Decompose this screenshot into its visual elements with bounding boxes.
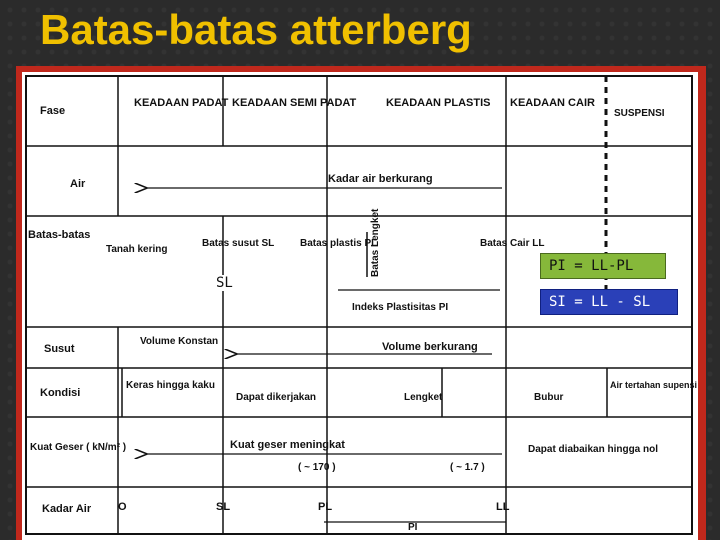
fase-label: Fase <box>40 105 66 117</box>
state-suspensi: SUSPENSI <box>614 108 665 119</box>
kondisi-suspensi: Air tertahan supensi <box>610 380 698 390</box>
air-label: Air <box>70 178 86 190</box>
kuat-geser-note: Dapat diabaikan hingga nol <box>528 444 659 455</box>
mark-pl: PL <box>318 501 333 513</box>
kondisi-label: Kondisi <box>40 387 81 399</box>
sl-overlay-label: SL <box>216 275 233 291</box>
volume-konstan: Volume Konstan <box>140 336 219 347</box>
air-arrow-text: Kadar air berkurang <box>328 173 433 185</box>
state-plastis: KEADAAN PLASTIS <box>386 97 491 109</box>
kondisi-lengket: Lengket <box>404 392 443 403</box>
indeks-plastisitas: Indeks Plastisitas PI <box>352 302 449 313</box>
batas-tanah-kering: Tanah kering <box>106 244 168 255</box>
batas-susut: Batas susut SL <box>202 238 275 249</box>
susut-label: Susut <box>44 343 75 355</box>
kuat-geser-label: Kuat Geser ( kN/m² ) <box>30 442 127 453</box>
pi-range-label: PI <box>408 522 418 533</box>
batas-label: Batas-batas <box>28 229 91 241</box>
kondisi-keras: Keras hingga kaku <box>126 380 215 391</box>
mark-sl: SL <box>216 501 231 513</box>
kuat-geser-arrow-text: Kuat geser meningkat <box>230 439 345 451</box>
state-semi-padat: KEADAAN SEMI PADAT <box>232 97 357 109</box>
batas-cair: Batas Cair LL <box>480 238 545 249</box>
pi-formula-box: PI = LL-PL <box>540 253 666 279</box>
slide-title: Batas-batas atterberg <box>40 6 472 53</box>
volume-arrow-text: Volume berkurang <box>382 341 478 353</box>
kadar-air-label: Kadar Air <box>42 503 92 515</box>
row-dividers <box>26 146 692 487</box>
kuat-geser-val2: ( ~ 1.7 ) <box>450 462 485 473</box>
kuat-geser-val1: ( ~ 170 ) <box>298 462 336 473</box>
kondisi-bubur: Bubur <box>534 392 564 403</box>
si-formula-box: SI = LL - SL <box>540 289 678 315</box>
state-cair: KEADAAN CAIR <box>510 97 595 109</box>
batas-plastis: Batas plastis PL <box>300 238 378 249</box>
mark-ll: LL <box>496 501 510 513</box>
kondisi-dikerjakan: Dapat dikerjakan <box>236 392 317 403</box>
mark-o: O <box>118 501 127 513</box>
batas-lengket: Batas Lengket <box>370 208 381 277</box>
state-padat: KEADAAN PADAT <box>134 97 229 109</box>
